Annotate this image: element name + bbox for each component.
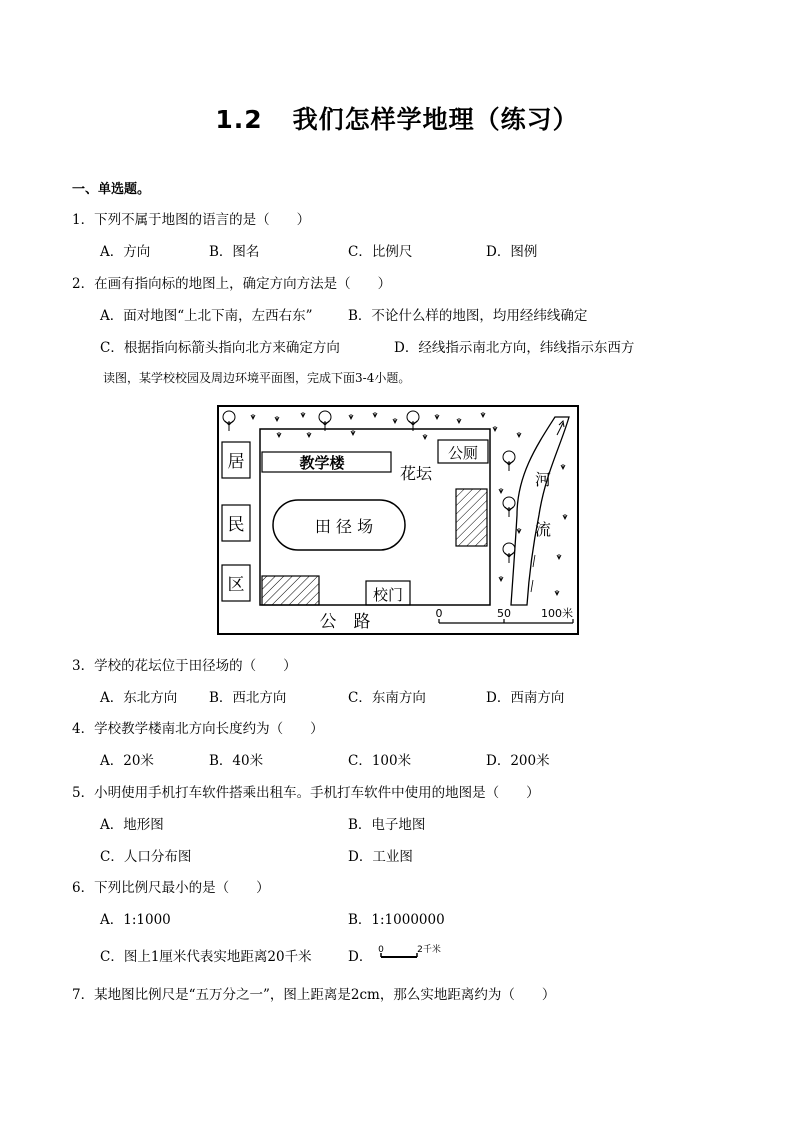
q5-option-b[interactable]: B．电子地图 [348, 817, 426, 833]
q4-option-b[interactable]: B．40米 [209, 753, 264, 769]
q3-option-c[interactable]: C．东南方向 [348, 690, 426, 706]
q4-option-a[interactable]: A．20米 [100, 753, 154, 769]
residential-char-2: 民 [227, 515, 245, 535]
question-6: 6．下列比例尺最小的是（ ） [72, 880, 270, 896]
q6-option-c[interactable]: C．图上1厘米代表实地距离20千米 [100, 949, 312, 965]
hatched-area-southwest [262, 576, 319, 605]
scale-label-100: 100米 [541, 607, 573, 620]
residential-char-3: 区 [227, 575, 245, 595]
campus-map [217, 405, 579, 635]
q3-option-d[interactable]: D．西南方向 [486, 690, 565, 706]
q6-option-a[interactable]: A．1:1000 [100, 912, 171, 928]
scale-d-zero: 0 [378, 945, 384, 955]
question-7: 7．某地图比例尺是“五万分之一”，图上距离是2cm，那么实地距离约为（ ） [72, 987, 556, 1003]
hatched-area-east [456, 489, 487, 546]
flower-bed-label: 花坛 [399, 464, 433, 483]
residential-char-1: 居 [227, 452, 245, 472]
river-char-1: 河 [534, 470, 552, 489]
road-label: 公 路 [319, 612, 371, 632]
page-title [0, 100, 794, 136]
q3-option-a[interactable]: A．东北方向 [100, 690, 178, 706]
q2-option-c[interactable]: C．根据指向标箭头指向北方来确定方向 [100, 340, 340, 356]
scale-label-0: 0 [435, 607, 443, 620]
q2-option-d[interactable]: D．经线指示南北方向，纬线指示东西方 [394, 340, 635, 356]
question-1: 1．下列不属于地图的语言的是（ ） [72, 212, 311, 228]
teaching-building-label: 教学楼 [299, 454, 345, 472]
question-5: 5．小明使用手机打车软件搭乘出租车。手机打车软件中使用的地图是（ ） [72, 785, 540, 801]
q6-option-d-scale-bar [375, 943, 445, 963]
river-char-2: 流 [534, 520, 552, 539]
q1-option-c[interactable]: C．比例尺 [348, 244, 413, 260]
q4-option-c[interactable]: C．100米 [348, 753, 412, 769]
q6-option-b[interactable]: B．1:1000000 [348, 912, 445, 928]
reading-note: 读图，某学校校园及周边环境平面图，完成下面3-4小题。 [103, 371, 411, 385]
toilet-label: 公厕 [447, 444, 479, 462]
q2-option-a[interactable]: A．面对地图“上北下南，左西右东” [100, 308, 313, 324]
q1-option-a[interactable]: A．方向 [100, 244, 151, 260]
q6-option-d[interactable]: D． [348, 949, 373, 965]
question-2: 2．在画有指向标的地图上，确定方向方法是（ ） [72, 276, 392, 292]
question-3: 3．学校的花坛位于田径场的（ ） [72, 658, 297, 674]
title-text: 我们怎样学地理（练习） [292, 105, 579, 134]
section-heading: 一、单选题。 [72, 182, 151, 197]
title-number: 1.2 [215, 105, 263, 134]
q5-option-c[interactable]: C．人口分布图 [100, 849, 192, 865]
q5-option-a[interactable]: A．地形图 [100, 817, 164, 833]
scale-d-label: 2千米 [417, 945, 441, 955]
q3-option-b[interactable]: B．西北方向 [209, 690, 287, 706]
school-gate-label: 校门 [372, 586, 404, 604]
q2-option-b[interactable]: B．不论什么样的地图，均用经纬线确定 [348, 308, 588, 324]
q4-option-d[interactable]: D．200米 [486, 753, 550, 769]
q1-option-b[interactable]: B．图名 [209, 244, 260, 260]
track-field-label: 田 径 场 [314, 517, 374, 536]
scale-label-50: 50 [497, 607, 511, 620]
q1-option-d[interactable]: D．图例 [486, 244, 538, 260]
question-4: 4．学校教学楼南北方向长度约为（ ） [72, 721, 324, 737]
q5-option-d[interactable]: D．工业图 [348, 849, 413, 865]
